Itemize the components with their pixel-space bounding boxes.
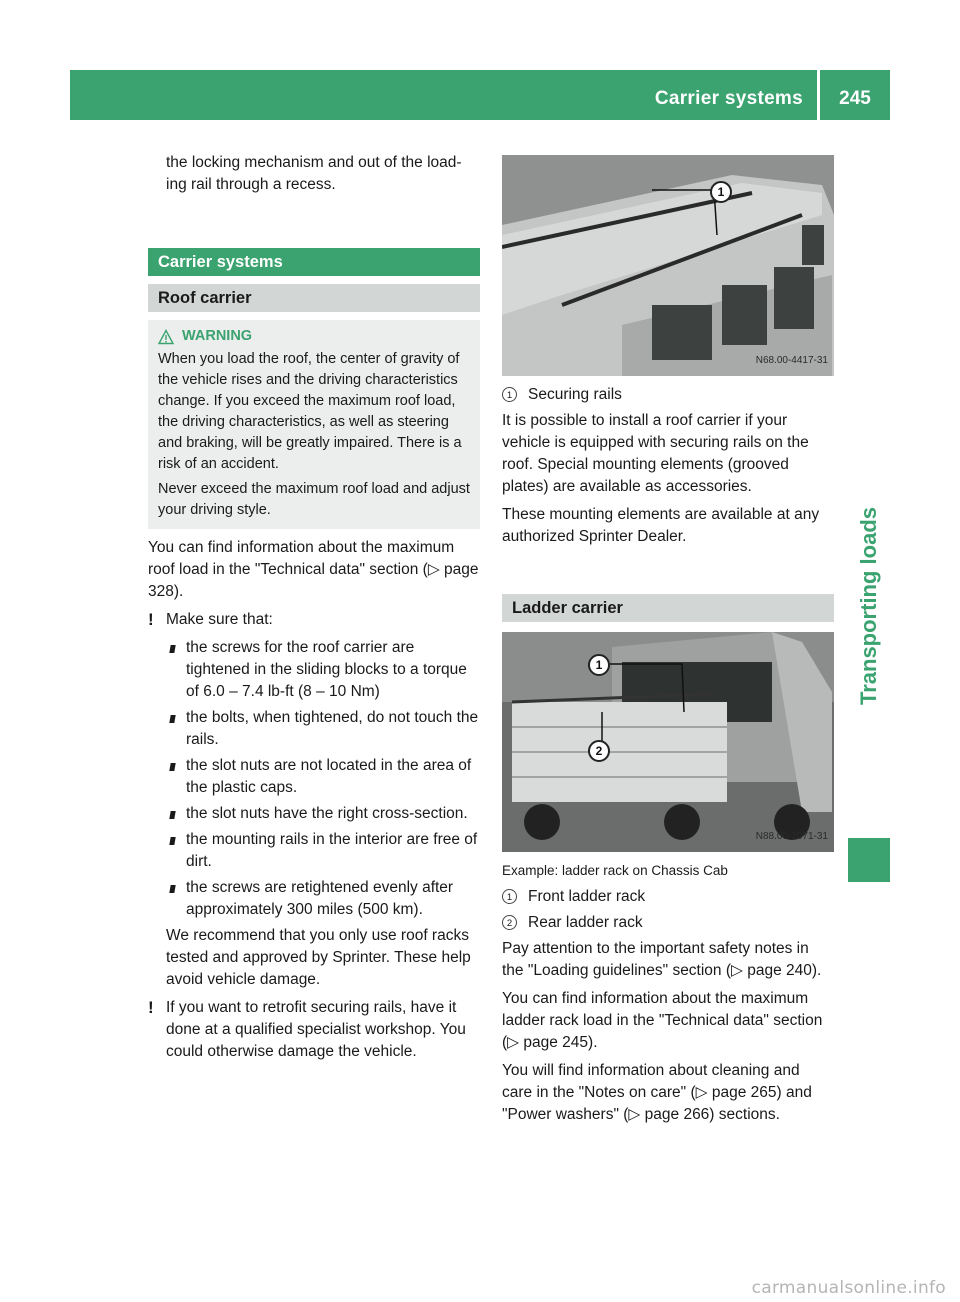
figure-code: N88.00-2071-31 (755, 831, 828, 842)
intro-line: the locking mechanism and out of the load- (166, 154, 462, 171)
list-item-text: the slot nuts are not located in the area of the plastic caps. (186, 757, 472, 796)
notice-text: If you want to retrofit securing rails, have it done at a qualified specialist workshop. You could otherwise damage the vehicle. (166, 999, 466, 1060)
roof-rails-figure (502, 155, 834, 376)
warning-header (158, 326, 470, 347)
side-tab-marker (848, 838, 890, 882)
figure-caption: Example: ladder rack on Chassis Cab (502, 863, 728, 878)
list-item (148, 829, 480, 873)
notice-lead: Make sure that: (166, 611, 273, 628)
ladder-rack-illustration (502, 632, 834, 852)
bullet-icon (169, 763, 175, 771)
callout-1: 1 (710, 181, 732, 203)
recommendation-text: We recommend that you only use roof racks tested and approved by Sprinter. These help avoid vehicle damage. (166, 927, 471, 988)
page-header (70, 70, 890, 120)
legend-label: Rear ladder rack (528, 914, 643, 931)
list-item-text: the bolts, when tightened, do not touch the rails. (186, 709, 479, 748)
notice-block (148, 997, 480, 1063)
bullet-icon (169, 837, 175, 845)
list-item (148, 637, 480, 703)
warning-title: WARNING (182, 328, 253, 344)
callout-2: 2 (588, 740, 610, 762)
legend-number: 1 (502, 387, 517, 402)
dealer-info: These mounting elements are available at any authorized Sprinter Dealer. (502, 506, 820, 545)
legend-label: Front ladder rack (528, 888, 646, 905)
ladder-rack-figure (502, 632, 834, 852)
warning-triangle-icon (158, 329, 174, 345)
list-item-text: the mounting rails in the interior are free of dirt. (186, 831, 478, 870)
roof-load-info: You can find information about the maximum roof load in the "Technical data" section (▷ page 328). (148, 539, 479, 600)
list-item-text: the slot nuts have the right cross-section. (186, 805, 468, 822)
bullet-icon (169, 645, 175, 653)
figure-code: N68.00-4417-31 (755, 355, 828, 366)
legend-item (502, 384, 834, 406)
callout-1: 1 (588, 654, 610, 676)
left-column (148, 152, 480, 1063)
list-item-text: the screws are retightened evenly after approximately 300 miles (500 km). (186, 879, 454, 918)
page-number: 245 (839, 88, 871, 109)
list-item (148, 755, 480, 799)
side-chapter-tab (848, 376, 890, 836)
bullet-icon (169, 811, 175, 819)
warning-text: When you load the roof, the center of gravity of the vehicle rises and the driving characteristics change. If you exceed the maximum roof load, the driving characteristics, as well as steering and braking, will be greatly impaired. There is a risk of an accident. (158, 351, 462, 472)
legend-number: 1 (502, 889, 517, 904)
notice-icon: ! (148, 610, 154, 629)
roof-carrier-info: It is possible to install a roof carrier if your vehicle is equipped with securing rails on the roof. Special mounting elements (grooved plates) are available as accessories. (502, 412, 809, 495)
intro-line: ing rail through a recess. (166, 176, 336, 193)
legend-item (502, 912, 834, 934)
subheading-roof-carrier: Roof carrier (148, 284, 480, 312)
notice-icon: ! (148, 998, 154, 1017)
list-item (148, 707, 480, 751)
legend-label: Securing rails (528, 386, 622, 403)
van-roof-illustration (502, 155, 834, 376)
warning-box (148, 320, 480, 529)
header-title: Carrier systems (655, 70, 820, 120)
cleaning-info: You will find information about cleaning and care in the "Notes on care" (▷ page 265) and "Power washers" (▷ page 266) sections. (502, 1062, 812, 1123)
legend-item (502, 886, 834, 908)
ladder-load-info: You can find information about the maximum ladder rack load in the "Technical data" section (▷ page 245). (502, 990, 823, 1051)
notice-block (148, 609, 480, 631)
warning-advice: Never exceed the maximum roof load and adjust your driving style. (158, 481, 470, 518)
side-tab-label: Transporting loads (856, 506, 881, 706)
legend-number: 2 (502, 915, 517, 930)
bullet-icon (169, 885, 175, 893)
watermark: carmanualsonline.info (751, 1278, 946, 1298)
bullet-icon (169, 715, 175, 723)
right-column (502, 155, 834, 1132)
list-item (148, 877, 480, 921)
subheading-ladder-carrier: Ladder carrier (502, 594, 834, 622)
section-heading: Carrier systems (148, 248, 480, 276)
safety-notes-text: Pay attention to the important safety notes in the "Loading guidelines" section (▷ page 240). (502, 940, 822, 979)
list-item (148, 803, 480, 825)
intro-text (148, 152, 480, 196)
list-item-text: the screws for the roof carrier are tightened in the sliding blocks to a torque of 6.0 – 7.4 lb-ft (8 – 10 Nm) (186, 639, 467, 700)
